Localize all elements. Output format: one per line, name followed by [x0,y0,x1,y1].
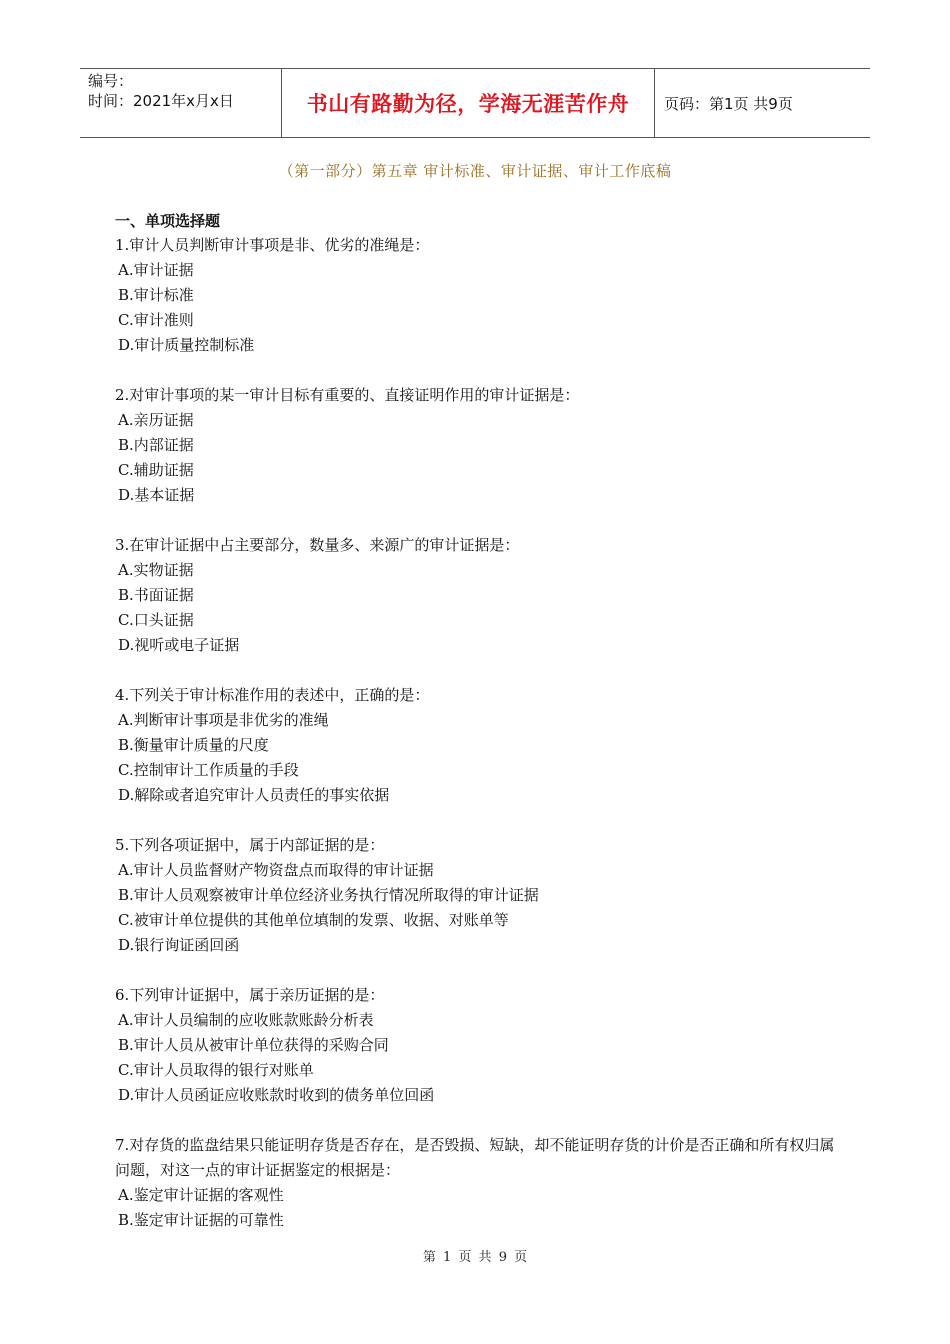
question-4 [115,683,845,808]
header-divider [654,69,655,137]
section-title: 一、单项选择题 [115,212,221,230]
question-stem: 1.审计人员判断审计事项是非、优劣的准绳是： [115,236,430,254]
question-6 [115,983,845,1108]
option-b: B.审计标准 [118,286,194,304]
option-b: B.内部证据 [118,436,194,454]
question-stem: 7.对存货的监盘结果只能证明存货是否存在，是否毁损、短缺，却不能证明存货的计价是否正确和所有权归属问题，对这一点的审计证据鉴定的根据是： [115,1136,835,1179]
option-c: C.口头证据 [118,611,194,629]
option-a: A.审计人员监督财产物资盘点而取得的审计证据 [118,861,434,879]
option-d: D.审计质量控制标准 [118,336,255,354]
option-d: D.银行询证函回函 [118,936,240,954]
chapter-title: （第一部分）第五章 审计标准、审计证据、审计工作底稿 [278,162,672,180]
header-page-number: 页码：第1页 共9页 [664,94,793,113]
document-number-label: 编号： [88,72,134,90]
option-c: C.辅助证据 [118,461,194,479]
option-b: B.鉴定审计证据的可靠性 [118,1211,284,1229]
question-1 [115,233,845,358]
option-c: C.控制审计工作质量的手段 [118,761,299,779]
header-meta [88,71,283,111]
question-stem: 6.下列审计证据中，属于亲历证据的是： [115,986,385,1004]
option-a: A.鉴定审计证据的客观性 [118,1186,284,1204]
option-d: D.基本证据 [118,486,195,504]
question-stem: 5.下列各项证据中，属于内部证据的是： [115,836,385,854]
option-a: A.亲历证据 [118,411,194,429]
option-a: A.判断审计事项是非优劣的准绳 [118,711,329,729]
option-b: B.审计人员从被审计单位获得的采购合同 [118,1036,389,1054]
question-5 [115,833,845,958]
option-a: A.审计证据 [118,261,194,279]
option-d: D.解除或者追究审计人员责任的事实依据 [118,786,390,804]
header-motto: 书山有路勤为径，学海无涯苦作舟 [306,92,630,116]
option-b: B.书面证据 [118,586,194,604]
question-stem: 3.在审计证据中占主要部分，数量多、来源广的审计证据是： [115,536,520,554]
option-a: A.实物证据 [118,561,194,579]
question-stem: 2.对审计事项的某一审计目标有重要的、直接证明作用的审计证据是： [115,386,580,404]
option-a: A.审计人员编制的应收账款账龄分析表 [118,1011,374,1029]
option-c: C.被审计单位提供的其他单位填制的发票、收据、对账单等 [118,911,509,929]
question-stem: 4.下列关于审计标准作用的表述中，正确的是： [115,686,430,704]
page-footer: 第 1 页 共 9 页 [422,1250,528,1265]
document-body [115,209,845,1258]
question-2 [115,383,845,508]
option-b: B.衡量审计质量的尺度 [118,736,269,754]
question-7 [115,1133,845,1233]
document-header [80,68,870,138]
question-3 [115,533,845,658]
option-c: C.审计人员取得的银行对账单 [118,1061,314,1079]
document-date: 时间：2021年x月x日 [88,92,234,110]
option-b: B.审计人员观察被审计单位经济业务执行情况所取得的审计证据 [118,886,539,904]
option-d: D.审计人员函证应收账款时收到的债务单位回函 [118,1086,435,1104]
option-c: C.审计准则 [118,311,194,329]
option-d: D.视听或电子证据 [118,636,240,654]
